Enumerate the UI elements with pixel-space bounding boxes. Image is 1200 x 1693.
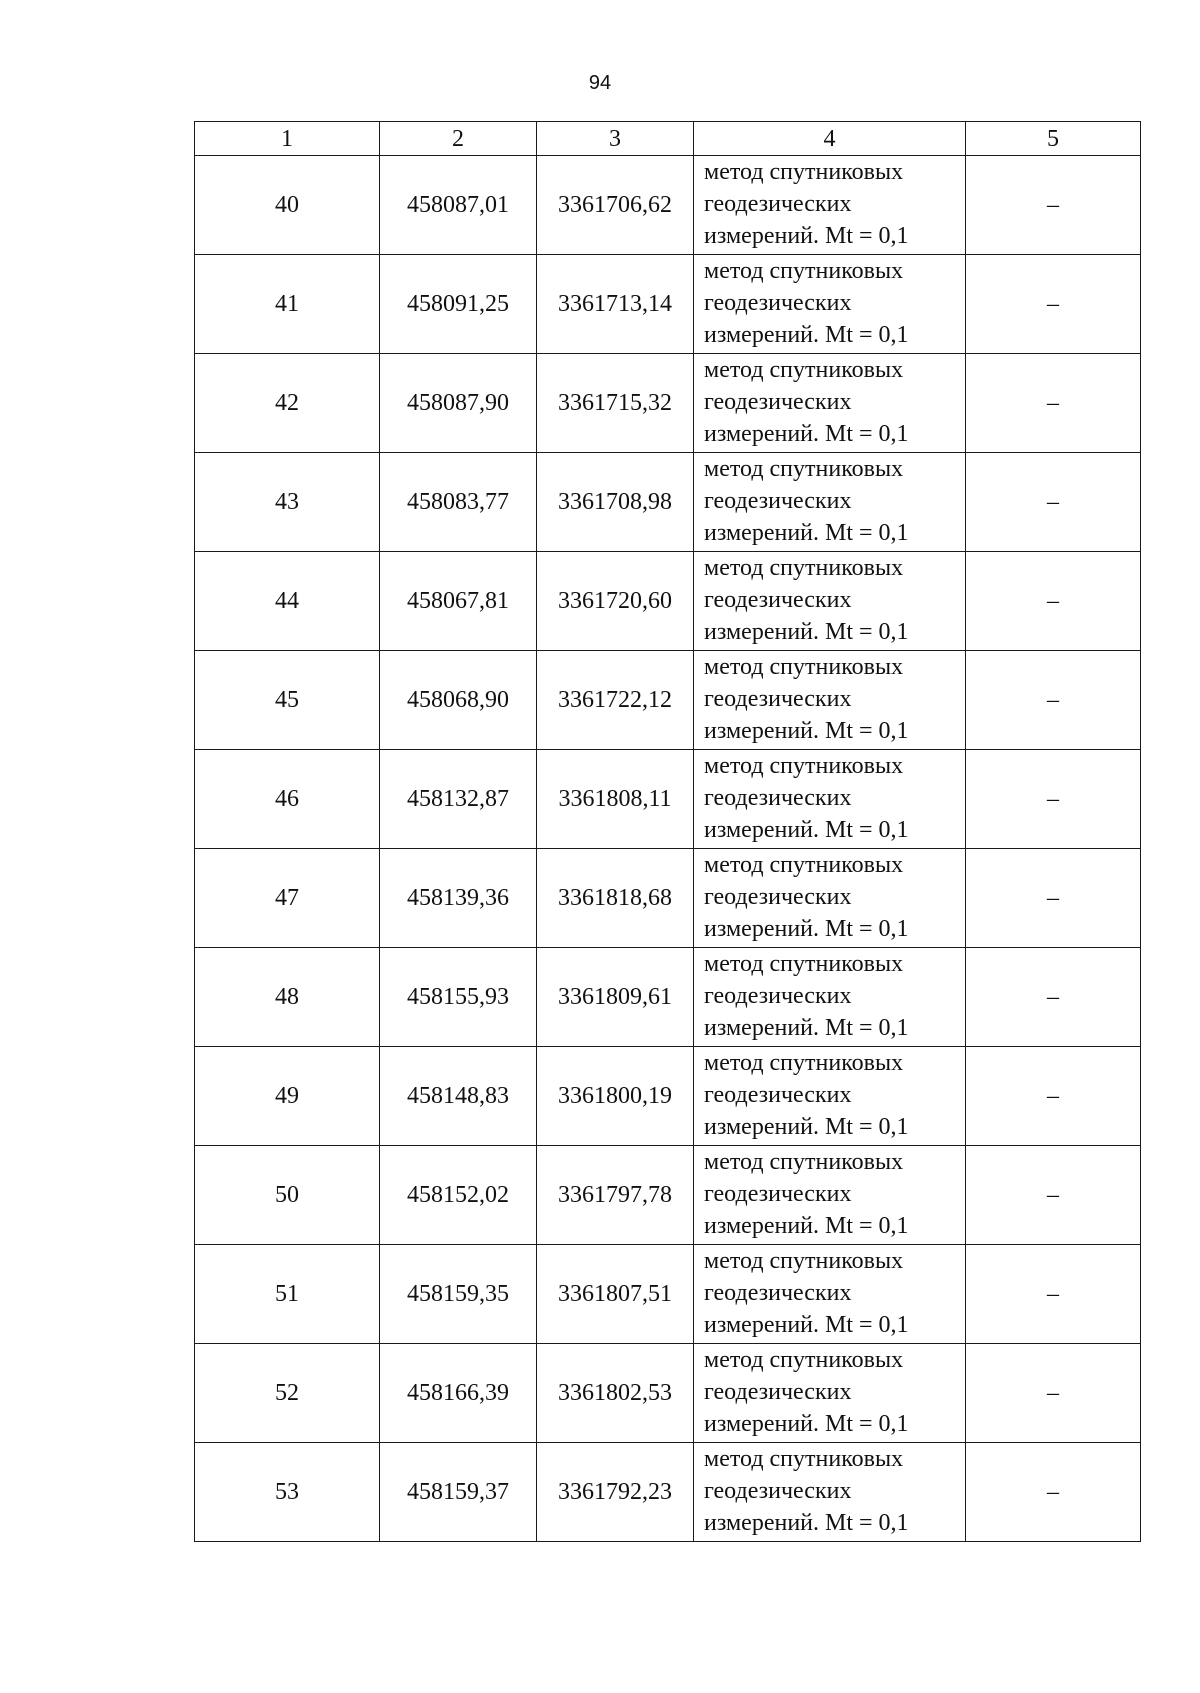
method-text-line: метод спутниковых [704,654,904,680]
header-cell-3: 3 [537,122,694,156]
y-coordinate-cell: 3361809,61 [537,948,694,1047]
point-number-cell: 42 [195,354,380,453]
x-coordinate-cell: 458083,77 [380,453,537,552]
method-text-line: измерений. Mt = 0,1 [704,421,909,447]
table-row [195,1443,1141,1542]
method-cell [694,948,966,1047]
method-text-line: измерений. Mt = 0,1 [704,223,909,249]
method-cell [694,651,966,750]
x-coordinate-cell: 458159,37 [380,1443,537,1542]
table-row [195,1146,1141,1245]
point-number-cell: 52 [195,1344,380,1443]
point-number-cell: 40 [195,156,380,255]
y-coordinate-cell: 3361818,68 [537,849,694,948]
y-coordinate-cell: 3361720,60 [537,552,694,651]
point-number-cell: 46 [195,750,380,849]
y-coordinate-cell: 3361715,32 [537,354,694,453]
method-text-line: метод спутниковых [704,357,904,383]
method-text-line: геодезических [704,290,852,316]
method-text-line: измерений. Mt = 0,1 [704,1015,909,1041]
table-row [195,1344,1141,1443]
header-cell-1: 1 [195,122,380,156]
method-text-line: метод спутниковых [704,1050,904,1076]
note-cell: – [966,1443,1141,1542]
note-cell: – [966,354,1141,453]
table-header [195,122,1141,156]
method-text-line: метод спутниковых [704,951,904,977]
table-row [195,354,1141,453]
y-coordinate-cell: 3361808,11 [537,750,694,849]
y-coordinate-cell: 3361797,78 [537,1146,694,1245]
method-text-line: метод спутниковых [704,456,904,482]
method-text-line: измерений. Mt = 0,1 [704,817,909,843]
method-text-line: геодезических [704,191,852,217]
method-cell [694,849,966,948]
y-coordinate-cell: 3361807,51 [537,1245,694,1344]
x-coordinate-cell: 458166,39 [380,1344,537,1443]
point-number-cell: 44 [195,552,380,651]
method-text-line: измерений. Mt = 0,1 [704,1411,909,1437]
table-row [195,156,1141,255]
y-coordinate-cell: 3361708,98 [537,453,694,552]
table-row [195,255,1141,354]
x-coordinate-cell: 458067,81 [380,552,537,651]
table-row [195,1245,1141,1344]
method-text-line: геодезических [704,785,852,811]
table-row [195,948,1141,1047]
method-text-line: геодезических [704,686,852,712]
note-cell: – [966,849,1141,948]
method-cell [694,1245,966,1344]
method-cell [694,354,966,453]
method-text-line: геодезических [704,884,852,910]
table-row [195,552,1141,651]
header-row [195,122,1141,156]
method-cell [694,1344,966,1443]
coordinates-table [194,121,1141,1542]
x-coordinate-cell: 458132,87 [380,750,537,849]
header-cell-2: 2 [380,122,537,156]
method-text-line: измерений. Mt = 0,1 [704,322,909,348]
method-text-line: метод спутниковых [704,1149,904,1175]
y-coordinate-cell: 3361800,19 [537,1047,694,1146]
note-cell: – [966,453,1141,552]
x-coordinate-cell: 458091,25 [380,255,537,354]
note-cell: – [966,552,1141,651]
y-coordinate-cell: 3361792,23 [537,1443,694,1542]
method-text-line: измерений. Mt = 0,1 [704,718,909,744]
y-coordinate-cell: 3361722,12 [537,651,694,750]
point-number-cell: 41 [195,255,380,354]
x-coordinate-cell: 458148,83 [380,1047,537,1146]
method-text-line: измерений. Mt = 0,1 [704,1312,909,1338]
x-coordinate-cell: 458087,90 [380,354,537,453]
header-cell-5: 5 [966,122,1141,156]
y-coordinate-cell: 3361802,53 [537,1344,694,1443]
note-cell: – [966,156,1141,255]
point-number-cell: 47 [195,849,380,948]
method-text-line: геодезических [704,1181,852,1207]
method-cell [694,552,966,651]
method-cell [694,156,966,255]
method-cell [694,1443,966,1542]
note-cell: – [966,651,1141,750]
method-cell [694,1047,966,1146]
method-text-line: геодезических [704,1379,852,1405]
method-text-line: измерений. Mt = 0,1 [704,1114,909,1140]
method-text-line: метод спутниковых [704,1248,904,1274]
method-text-line: геодезических [704,488,852,514]
y-coordinate-cell: 3361706,62 [537,156,694,255]
method-text-line: метод спутниковых [704,1446,904,1472]
y-coordinate-cell: 3361713,14 [537,255,694,354]
method-text-line: измерений. Mt = 0,1 [704,1213,909,1239]
method-text-line: измерений. Mt = 0,1 [704,520,909,546]
method-cell [694,1146,966,1245]
method-text-line: метод спутниковых [704,555,904,581]
method-text-line: метод спутниковых [704,1347,904,1373]
x-coordinate-cell: 458155,93 [380,948,537,1047]
method-text-line: геодезических [704,983,852,1009]
point-number-cell: 53 [195,1443,380,1542]
table-row [195,1047,1141,1146]
method-text-line: измерений. Mt = 0,1 [704,619,909,645]
x-coordinate-cell: 458159,35 [380,1245,537,1344]
method-text-line: измерений. Mt = 0,1 [704,1510,909,1536]
method-text-line: метод спутниковых [704,258,904,284]
note-cell: – [966,1245,1141,1344]
note-cell: – [966,255,1141,354]
note-cell: – [966,750,1141,849]
header-cell-4: 4 [694,122,966,156]
method-cell [694,255,966,354]
page-number: 94 [588,72,612,94]
x-coordinate-cell: 458139,36 [380,849,537,948]
table-row [195,849,1141,948]
method-cell [694,453,966,552]
method-text-line: метод спутниковых [704,753,904,779]
method-text-line: метод спутниковых [704,852,904,878]
note-cell: – [966,948,1141,1047]
method-text-line: геодезических [704,1280,852,1306]
method-cell [694,750,966,849]
method-text-line: метод спутниковых [704,159,904,185]
note-cell: – [966,1146,1141,1245]
method-text-line: геодезических [704,1478,852,1504]
point-number-cell: 43 [195,453,380,552]
point-number-cell: 48 [195,948,380,1047]
point-number-cell: 50 [195,1146,380,1245]
method-text-line: геодезических [704,389,852,415]
note-cell: – [966,1047,1141,1146]
x-coordinate-cell: 458152,02 [380,1146,537,1245]
method-text-line: геодезических [704,1082,852,1108]
x-coordinate-cell: 458068,90 [380,651,537,750]
point-number-cell: 51 [195,1245,380,1344]
table-row [195,651,1141,750]
point-number-cell: 49 [195,1047,380,1146]
table-body [195,156,1141,1542]
point-number-cell: 45 [195,651,380,750]
x-coordinate-cell: 458087,01 [380,156,537,255]
method-text-line: измерений. Mt = 0,1 [704,916,909,942]
table-row [195,750,1141,849]
table-row [195,453,1141,552]
method-text-line: геодезических [704,587,852,613]
note-cell: – [966,1344,1141,1443]
